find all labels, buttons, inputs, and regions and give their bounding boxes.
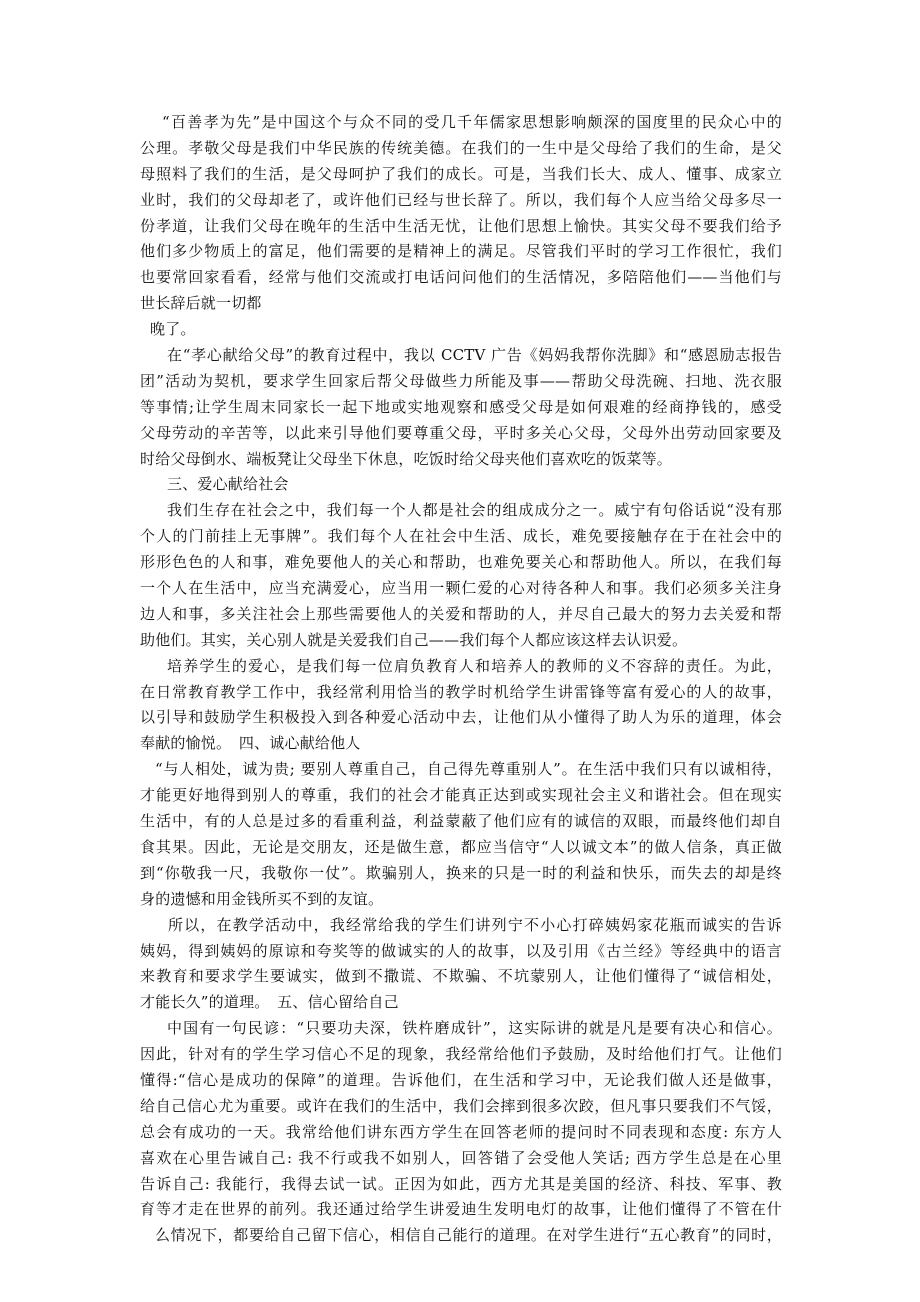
text-line: 姨妈，得到姨妈的原谅和夸奖等的做诚实的人的故事，以及引用《古兰经》等经典中的语言 [140, 941, 782, 960]
text-line: 在日常教育教学工作中，我经常利用恰当的教学时机给学生讲雷锋等富有爱心的人的故事， [140, 682, 782, 701]
text-line: 我们生存在社会之中，我们每一个人都是社会的组成成分之一。威宁有句俗话说“没有那 [167, 501, 782, 520]
text-line: “与人相处，诚为贵; 要别人尊重自己，自己得先尊重别人”。在生活中我们只有以诚相待， [155, 760, 782, 779]
text-line: 奉献的愉悦。 四、诚心献给他人 [140, 734, 361, 753]
text-line: 份孝道，让我们父母在晚年的生活中生活无忧，让他们思想上愉快。其实父母不要我们给予 [140, 216, 782, 235]
text-line: 因此，针对有的学生学习信心不足的现象，我经常给他们予鼓励，及时给他们打气。让他们 [140, 1045, 782, 1064]
text-line: 世长辞后就一切都 [140, 294, 262, 313]
text-line: 给自己信心尤为重要。或许在我们的生活中，我们会摔到很多次跤，但凡事只要我们不气馁， [140, 1096, 782, 1115]
text-line: 业时，我们的父母却老了，或许他们已经与世长辞了。所以，我们每个人应当给父母多尽一 [140, 190, 782, 209]
text-line: 来教育和要求学生要诚实，做到不撒谎、不欺骗、不坑蒙别人，让他们懂得了“诚信相处， [140, 967, 782, 986]
text-line: 等事情;让学生周末同家长一起下地或实地观察和感受父母是如何艰难的经商挣钱的，感受 [140, 397, 782, 416]
text-line: 团”活动为契机，要求学生回家后帮父母做些力所能及事——帮助父母洗碗、扫地、洗衣服 [140, 371, 782, 390]
text-line: 父母劳动的辛苦等，以此来引导他们要尊重父母，平时多关心父母，父母外出劳动回家要及 [140, 423, 782, 442]
text-line: 喜欢在心里告诫自己: 我不行或我不如别人，回答错了会受他人笑话; 西方学生总是在心里 [140, 1148, 782, 1167]
text-line: 身的遗憾和用金钱所买不到的友谊。 [140, 889, 384, 908]
text-line: 培养学生的爱心，是我们每一位肩负教育人和培养人的教师的义不容辞的责任。为此， [167, 656, 782, 675]
section-heading: 三、爱心献给社会 [167, 475, 289, 494]
text-line: 个人的门前挂上无事牌”。我们每个人在社会中生活、成长，难免要接触存在于在社会中的 [140, 527, 782, 546]
document-page [140, 110, 782, 1249]
text-line: 母照料了我们的生活，是父母呵护了我们的成长。可是，当我们长大、成人、懂事、成家立 [140, 164, 782, 183]
text-line: 告诉自己: 我能行，我得去试一试。正因为如此，西方尤其是美国的经济、科技、军事、教 [140, 1174, 782, 1193]
text-line: 他们多少物质上的富足，他们需要的是精神上的满足。尽管我们平时的学习工作很忙，我们 [140, 242, 782, 261]
text-line: 才能更好地得到别人的尊重，我们的社会才能真正达到或实现社会主义和谐社会。但在现实 [140, 786, 782, 805]
text-line: 在“孝心献给父母”的教育过程中，我以 CCTV 广告《妈妈我帮你洗脚》和“感恩励志报告 [167, 346, 782, 365]
text-line: 所以，在教学活动中，我经常给我的学生们讲列宁不小心打碎姨妈家花瓶而诚实的告诉 [168, 915, 782, 934]
text-line: 食其果。因此，无论是交朋友，还是做生意，都应当信守“人以诚文本”的做人信条，真正做 [140, 837, 782, 856]
text-line: 总会有成功的一天。我常给他们讲东西方学生在回答老师的提问时不同表现和态度: 东方人 [140, 1122, 782, 1141]
text-line: 也要常回家看看，经常与他们交流或打电话问问他们的生活情况，多陪陪他们——当他们与 [140, 268, 782, 287]
text-line: 才能长久”的道理。 五、信心留给自己 [140, 993, 399, 1012]
text-line: 生活中，有的人总是过多的看重利益，利益蒙蔽了他们应有的诚信的双眼，而最终他们却自 [140, 812, 782, 831]
text-line: 懂得:“信心是成功的保障”的道理。告诉他们，在生活和学习中，无论我们做人还是做事， [140, 1070, 782, 1089]
text-line: 助他们。其实，关心别人就是关爱我们自己——我们每个人都应该这样去认识爱。 [140, 630, 688, 649]
text-line: 到“你敬我一尺，我敬你一仗”。欺骗别人，换来的只是一时的利益和快乐，而失去的却是终 [140, 863, 782, 882]
text-line: 以引导和鼓励学生积极投入到各种爱心活动中去，让他们从小懂得了助人为乐的道理，体会 [140, 708, 782, 727]
text-line: 时给父母倒水、端板凳让父母坐下休息，吃饭时给父母夹他们喜欢吃的饭菜等。 [140, 449, 673, 468]
text-line: 中国有一句民谚：“只要功夫深，铁杵磨成针”，这实际讲的就是凡是要有决心和信心。 [167, 1019, 782, 1038]
text-line: “百善孝为先”是中国这个与众不同的受几千年儒家思想影响颇深的国度里的民众心中的 [162, 113, 782, 131]
text-line: 边人和事，多关注社会上那些需要他人的关爱和帮助的人，并尽自己最大的努力去关爱和帮 [140, 604, 782, 623]
text-line: 育等才走在世界的前列。我还通过给学生讲爱迪生发明电灯的故事，让他们懂得了不管在什 [140, 1200, 782, 1219]
text-line: 一个人在生活中，应当充满爱心，应当用一颗仁爱的心对待各种人和事。我们必须多关注身 [140, 579, 782, 598]
text-line: 晚了。 [150, 320, 196, 339]
text-line: 公理。孝敬父母是我们中华民族的传统美德。在我们的一生中是父母给了我们的生命，是父 [140, 138, 782, 157]
text-line: 么情况下，都要给自己留下信心，相信自己能行的道理。在对学生进行“五心教育”的同时， [155, 1226, 782, 1245]
text-line: 形形色色的人和事，难免要他人的关心和帮助，也难免要关心和帮助他人。所以，在我们每 [140, 553, 782, 572]
